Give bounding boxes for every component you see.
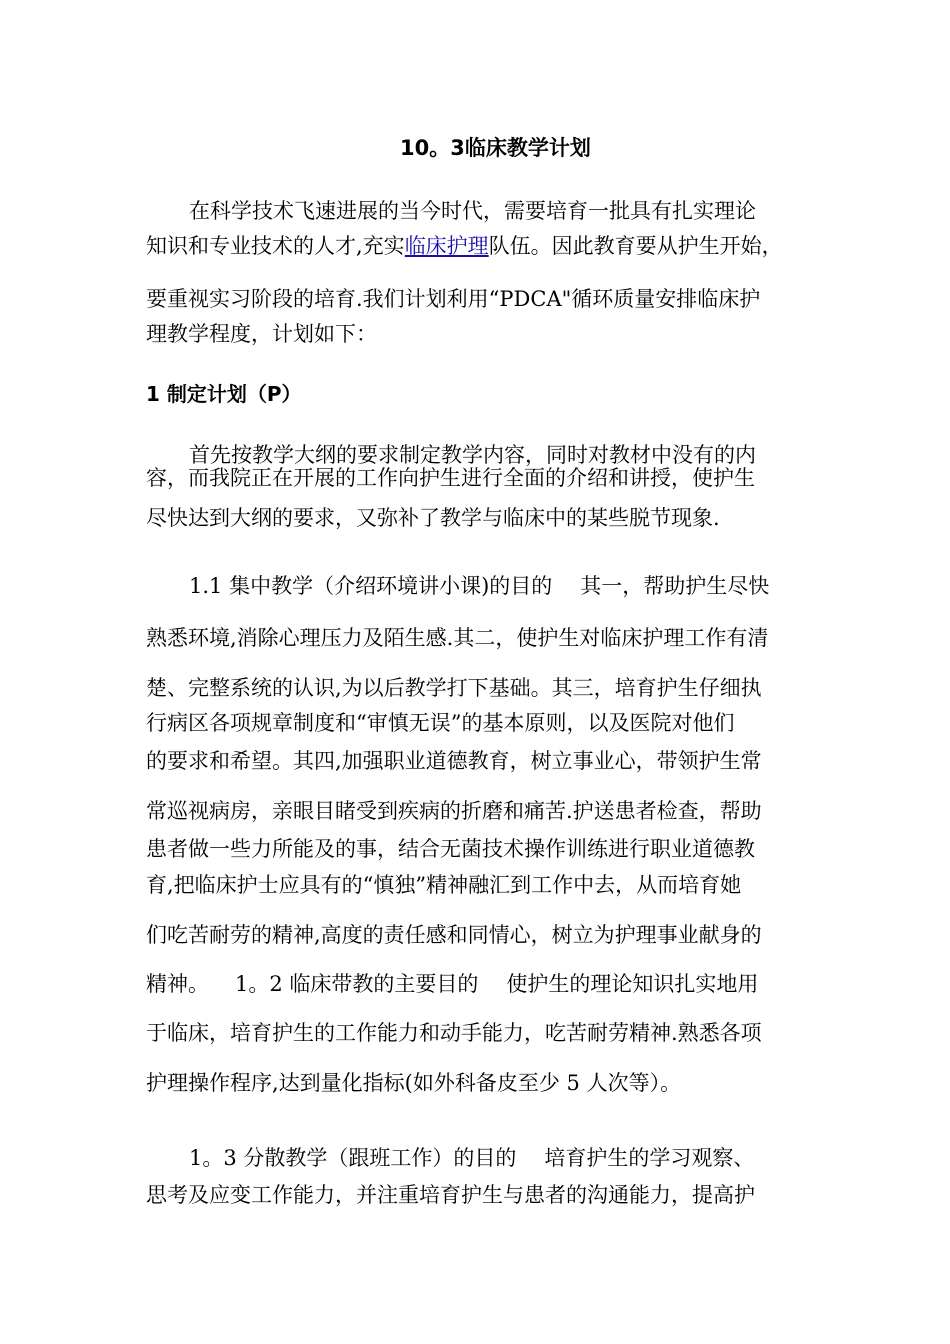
intro-line-2 [146,232,783,260]
para2-line-2: 楚、完整系统的认识,为以后教学打下基础。其三，培育护生仔细执 [146,676,762,700]
para3-line-2: 护理操作程序,达到量化指标(如外科备皮至少 5 人次等）。 [146,1071,682,1095]
para2-line-8: 们吃苦耐劳的精神,高度的责任感和同情心，树立为护理事业献身的 [146,923,762,947]
section-heading: 1 制定计划（P） [146,382,302,406]
clinical-nursing-link[interactable]: 临床护理 [404,234,489,258]
subsection-1-2-line [146,970,758,998]
intro-line-3: 要重视实习阶段的培育.我们计划利用“PDCA"循环质量安排临床护 [146,287,761,311]
subsection-1-1-title: 1.1 集中教学（介绍环境讲小课)的目的 [189,574,553,598]
subsection-1-3-title: 1。3 分散教学（跟班工作）的目的 [189,1146,517,1170]
para2-line-5: 常巡视病房，亲眼目睹受到疾病的折磨和痛苦.护送患者检查，帮助 [146,799,762,823]
para1-line-3: 尽快达到大纲的要求，又弥补了教学与临床中的某些脱节现象. [146,506,720,530]
last-line: 思考及应变工作能力，并注重培育护生与患者的沟通能力，提高护 [146,1183,755,1207]
para2-line-3: 行病区各项规章制度和“审慎无误”的基本原则，以及医院对他们 [146,711,735,735]
subsection-1-2-title: 1。2 临床带教的主要目的 [235,972,479,996]
subsection-1-1-line [189,572,769,600]
jingshen-text: 精神。 [146,972,209,996]
subsection-1-3-text: 培育护生的学习观察、 [544,1146,755,1170]
subsection-1-1-text: 其一，帮助护生尽快 [580,574,770,598]
intro-line-4: 理教学程度，计划如下： [146,322,377,346]
page-title: 10。3临床教学计划 [400,136,591,160]
para3-line-1: 于临床，培育护生的工作能力和动手能力，吃苦耐劳精神.熟悉各项 [146,1021,762,1045]
intro-line-2-text-pre: 知识和专业技术的人才,充实 [146,234,405,258]
subsection-1-3-line [189,1144,754,1172]
intro-line-1: 在科学技术飞速进展的当今时代，需要培育一批具有扎实理论 [189,199,756,223]
para1-line-1: 首先按教学大纲的要求制定教学内容，同时对教材中没有的内 [189,443,756,467]
intro-line-2-text-post: 队伍。因此教育要从护生开始， [488,234,783,258]
para1-line-2: 容，而我院正在开展的工作向护生进行全面的介绍和讲授，使护生 [146,466,755,490]
para2-line-4: 的要求和希望。其四,加强职业道德教育，树立事业心，带领护生常 [146,749,762,773]
para2-line-6: 患者做一些力所能及的事，结合无菌技术操作训练进行职业道德教 [146,837,755,861]
para2-line-7: 育,把临床护士应具有的“慎独”精神融汇到工作中去，从而培育她 [146,873,742,897]
subsection-1-2-text: 使护生的理论知识扎实地用 [506,972,759,996]
para2-line-1: 熟悉环境,消除心理压力及陌生感.其二，使护生对临床护理工作有清 [146,626,769,650]
